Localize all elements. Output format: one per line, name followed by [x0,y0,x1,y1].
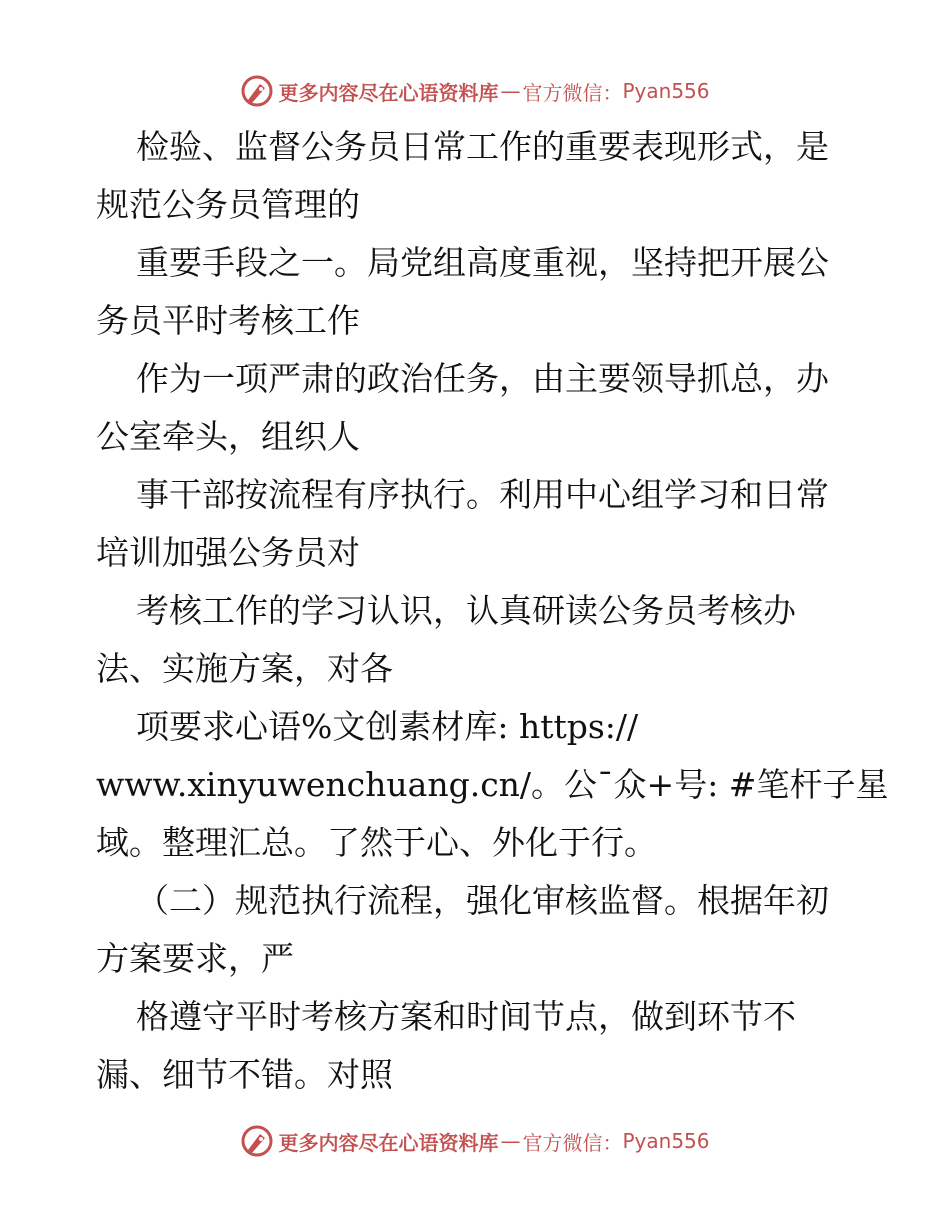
text-line: 方案要求，严 [96,939,294,978]
banner-brand: 更多内容尽在心语资料库 [278,80,499,105]
text-line: www.xinyuwenchuang.cn/。公¯众+号: #笔杆子星 [96,765,889,804]
text-line: 规范公务员管理的 [96,185,360,224]
pen-nib-logo-icon [240,74,274,108]
text-line: 检验、监督公务员日常工作的重要表现形式，是 [136,127,829,166]
text-line: 作为一项严肃的政治任务，由主要领导抓总，办 [136,359,829,398]
text-line: 漏、细节不错。对照 [96,1055,393,1094]
header-banner [0,71,950,111]
text-line: 项要求心语%文创素材库: https:// [136,707,639,746]
banner-wechat-id: Pyan556 [622,79,710,103]
banner-dash: — [500,1129,521,1153]
pen-nib-logo-icon [240,1124,274,1158]
text-line: 务员平时考核工作 [96,301,360,340]
banner-brand: 更多内容尽在心语资料库 [278,1130,499,1155]
text-line: 公室牵头，组织人 [96,417,360,456]
text-line: （二）规范执行流程，强化审核监督。根据年初 [136,881,829,920]
text-line: 格遵守平时考核方案和时间节点，做到环节不 [136,997,796,1036]
text-line: 重要手段之一。局党组高度重视，坚持把开展公 [136,243,829,282]
text-line: 域。整理汇总。了然于心、外化于行。 [96,823,657,862]
banner-wechat-id: Pyan556 [622,1129,710,1153]
banner-wechat-label: 官方微信： [522,80,623,105]
document-body [96,118,889,1104]
text-line: 事干部按流程有序执行。利用中心组学习和日常 [136,475,829,514]
footer-banner [0,1121,950,1161]
text-line: 法、实施方案，对各 [96,649,393,688]
text-line: 培训加强公务员对 [96,533,360,572]
text-line: 考核工作的学习认识，认真研读公务员考核办 [136,591,796,630]
banner-wechat-label: 官方微信： [522,1130,623,1155]
banner-dash: — [500,79,521,103]
